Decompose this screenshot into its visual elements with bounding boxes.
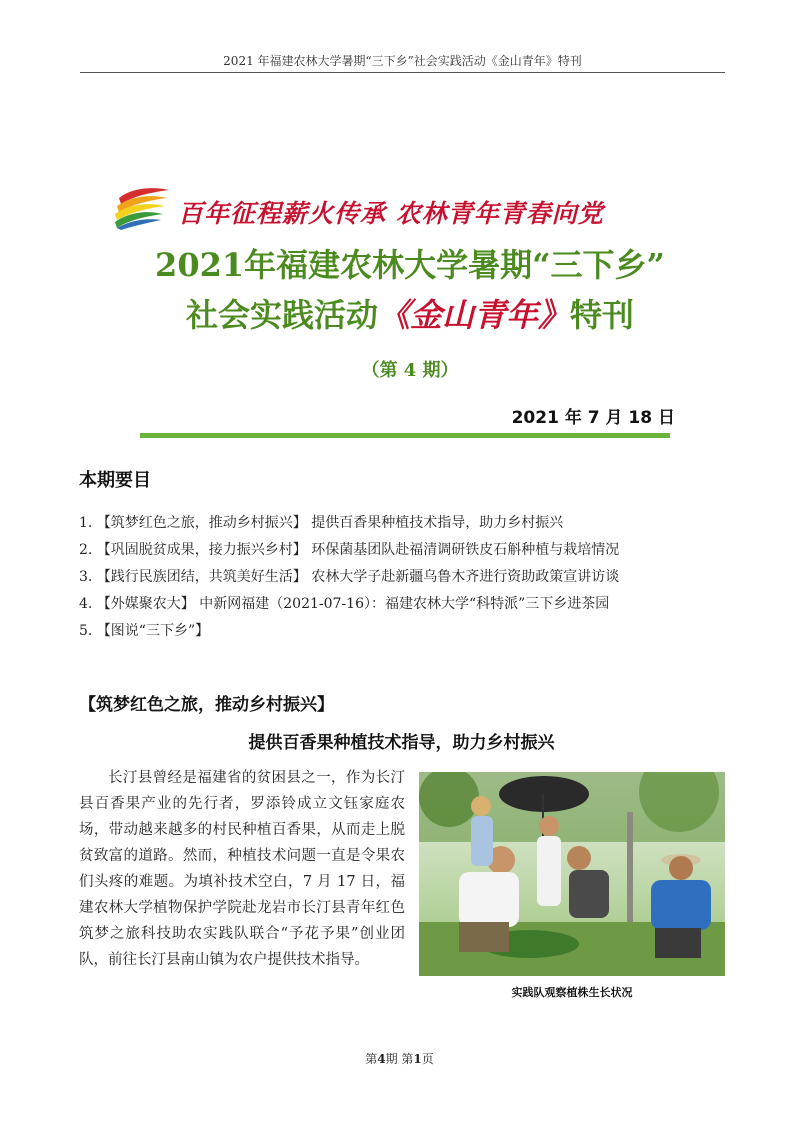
photo-caption: 实践队观察植株生长状况 [511,986,633,999]
title-suffix: 特刊 [570,296,635,334]
toc-item[interactable]: 5. 【图说“三下乡”】 [79,623,210,639]
footer-page-number: 1 [413,1052,422,1066]
issue-number: （第 4 期） [361,360,459,381]
article-title: 提供百香果种植技术指导，助力乡村振兴 [248,733,555,753]
toc-item[interactable]: 3. 【践行民族团结，共筑美好生活】 农林大学子赴新疆乌鲁木齐进行资助政策宣讲访谈 [79,569,620,585]
masthead-title-line1: 2021年福建农林大学暑期“三下乡” [155,246,665,284]
masthead-title-line2 [100,290,720,336]
article-body: 长汀县曾经是福建省的贫困县之一，作为长汀县百香果产业的先行者，罗添铃成立文钰家庭农场，带动越来越多的村民种植百香果，从而走上脱贫致富的道路。然而，种植技术问题一直是令果农们头疼的难题。为填补技术空白，7 月 17 日，福建农林大学植物保护学院赴龙岩市长汀县青年红色筑梦之旅科技助农实践队联合“予花予果”创业团队，前往长汀县南山镇为农户提供技术指导。 [79,770,405,968]
footer-prefix: 第 [365,1052,378,1066]
page-footer [0,1050,799,1067]
masthead-divider [140,433,670,438]
toc-item[interactable]: 4. 【外媒聚农大】 中新网福建（2021-07-16）：福建农林大学“科特派”三下乡进茶园 [79,596,610,612]
toc-item[interactable]: 2. 【巩固脱贫成果，接力振兴乡村】 环保菌基团队赴福清调研铁皮石斛种植与栽培情况 [79,542,620,558]
masthead-slogan: 百年征程薪火传承 农林青年青春向党 [178,199,604,228]
footer-issue-number: 4 [377,1052,386,1066]
university-logo-icon [113,186,171,230]
running-header: 2021 年福建农林大学暑期“三下乡”社会实践活动《金山青年》特刊 [223,54,582,68]
footer-mid: 期 第 [385,1052,414,1066]
table-of-contents [79,512,739,647]
header-rule [80,72,725,73]
article-section-label: 【筑梦红色之旅，推动乡村振兴】 [79,695,334,715]
issue-date: 2021 年 7 月 18 日 [511,408,675,428]
title-prefix: 社会实践活动 [185,296,378,334]
publication-name: 《金山青年》 [377,296,570,334]
toc-heading: 本期要目 [79,470,151,491]
footer-suffix: 页 [421,1052,434,1066]
toc-item[interactable]: 1. 【筑梦红色之旅，推动乡村振兴】 提供百香果种植技术指导，助力乡村振兴 [79,515,564,531]
field-photo [419,772,725,976]
